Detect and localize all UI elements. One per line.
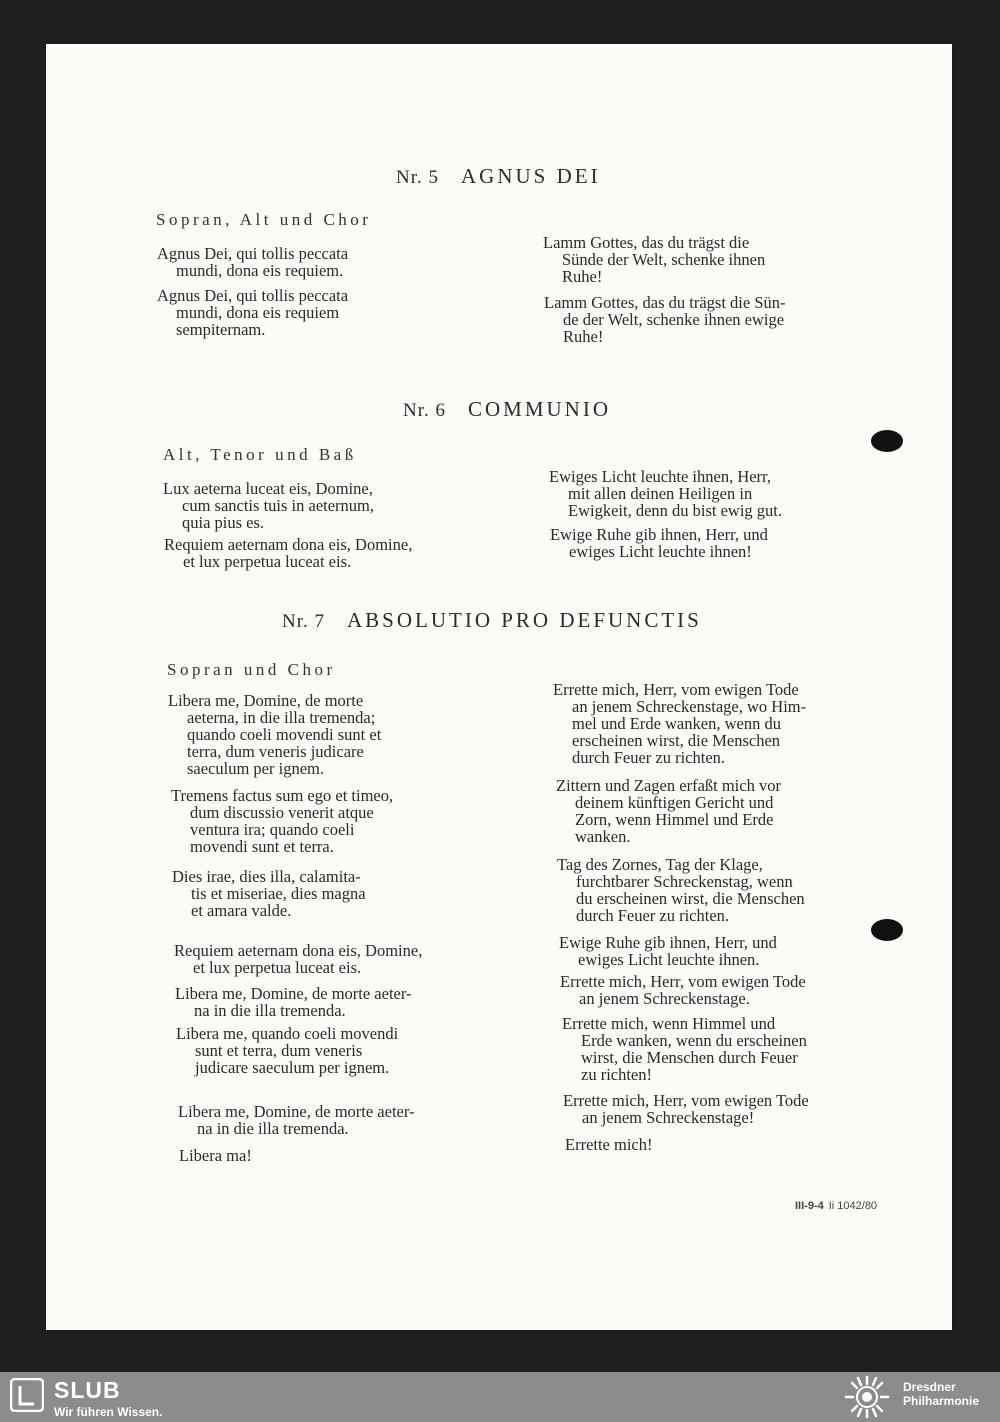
section-number: Nr. 5 (396, 167, 439, 188)
text-line: Ewigkeit, denn du bist ewig gut. (568, 501, 783, 520)
german-stanza (544, 294, 786, 345)
text-line: ventura ira; quando coeli (190, 820, 355, 839)
text-line: Zittern und Zagen erfaßt mich vor (556, 776, 781, 795)
text-line: ewiges Licht leuchte ihnen. (578, 950, 760, 969)
text-line: mundi, dona eis requiem (176, 303, 340, 322)
document-page (46, 44, 952, 1330)
text-line: Ruhe! (562, 267, 603, 286)
text-line: erscheinen wirst, die Menschen (572, 731, 781, 750)
text-line: Errette mich, Herr, vom ewigen Tode (563, 1091, 809, 1110)
text-line: cum sanctis tuis in aeternum, (182, 496, 374, 515)
slub-logo-icon (10, 1378, 44, 1412)
german-stanza (543, 234, 765, 285)
latin-stanza (171, 787, 393, 855)
text-line: Sünde der Welt, schenke ihnen (562, 250, 766, 269)
text-line: mel und Erde wanken, wenn du (572, 714, 781, 733)
text-line: Ruhe! (563, 327, 604, 346)
section-title: COMMUNIO (468, 397, 612, 421)
text-line: Ewiges Licht leuchte ihnen, Herr, (549, 467, 772, 486)
text-line: Requiem aeternam dona eis, Domine, (164, 535, 413, 554)
text-line: Zorn, wenn Himmel und Erde (575, 810, 774, 829)
latin-stanza (176, 1025, 398, 1076)
latin-stanza (157, 245, 348, 279)
text-line: Requiem aeternam dona eis, Domine, (174, 941, 423, 960)
text-line: Ewige Ruhe gib ihnen, Herr, und (550, 525, 768, 544)
text-line: Ewige Ruhe gib ihnen, Herr, und (559, 933, 777, 952)
latin-stanza (172, 868, 366, 919)
text-line: zu richten! (581, 1065, 653, 1084)
latin-stanza (179, 1147, 252, 1164)
text-line: wanken. (575, 827, 631, 846)
text-line: Agnus Dei, qui tollis peccata (157, 244, 349, 263)
voices-label: Sopran, Alt und Chor (156, 210, 372, 229)
german-stanza (550, 526, 768, 560)
text-line: an jenem Schreckenstage. (579, 989, 750, 1008)
german-stanza (553, 681, 806, 766)
text-line: et lux perpetua luceat eis. (183, 552, 352, 571)
latin-stanza (163, 480, 374, 531)
partner-name-line2: Philharmonie (903, 1394, 980, 1408)
punch-hole (871, 430, 903, 452)
text-line: Dies irae, dies illa, calamita- (172, 867, 361, 886)
section-number: Nr. 6 (403, 400, 446, 421)
library-tagline: Wir führen Wissen. (54, 1405, 163, 1419)
partner-name (903, 1380, 998, 1408)
catalog-code (795, 1200, 877, 1212)
text-line: furchtbarer Schreckenstag, wenn (576, 872, 793, 891)
text-line: na in die illa tremenda. (194, 1001, 346, 1020)
german-stanza (556, 777, 781, 845)
text-line: deinem künftigen Gericht und (575, 793, 774, 812)
text-line: Errette mich, Herr, vom ewigen Tode (560, 972, 806, 991)
text-line: mit allen deinen Heiligen in (568, 484, 753, 503)
library-name: SLUB (54, 1377, 121, 1403)
section-title: AGNUS DEI (461, 164, 601, 188)
section-heading-absolutio (282, 608, 702, 633)
text-line: sempiternam. (176, 320, 266, 339)
section-heading-communio (403, 397, 611, 422)
section-heading-agnus-dei (396, 164, 601, 189)
text-line: wirst, die Menschen durch Feuer (581, 1048, 798, 1067)
text-line: du erscheinen wirst, die Menschen (576, 889, 805, 908)
text-line: mundi, dona eis requiem. (176, 261, 344, 280)
text-line: tis et miseriae, dies magna (191, 884, 366, 903)
text-line: durch Feuer zu richten. (572, 748, 726, 767)
text-line: Libera me, Domine, de morte aeter- (178, 1102, 415, 1121)
text-line: Errette mich, Herr, vom ewigen Tode (553, 680, 799, 699)
text-line: Lux aeterna luceat eis, Domine, (163, 479, 373, 498)
text-line: Libera me, quando coeli movendi (176, 1024, 399, 1043)
text-line: durch Feuer zu richten. (576, 906, 730, 925)
text-line: Errette mich, wenn Himmel und (562, 1014, 776, 1033)
latin-stanza (178, 1103, 415, 1137)
german-stanza (560, 973, 806, 1007)
latin-stanza (168, 692, 381, 777)
german-stanza (562, 1015, 807, 1083)
text-line: judicare saeculum per ignem. (195, 1058, 390, 1077)
text-line: Erde wanken, wenn du erscheinen (581, 1031, 807, 1050)
german-stanza (557, 856, 805, 924)
text-line: aeterna, in die illa tremenda; (187, 708, 376, 727)
latin-stanza (157, 287, 348, 338)
text-line: ewiges Licht leuchte ihnen! (569, 542, 752, 561)
text-line: quia pius es. (182, 513, 265, 532)
text-line: an jenem Schreckenstage! (582, 1108, 755, 1127)
text-line: sunt et terra, dum veneris (195, 1041, 363, 1060)
voices-label: Alt, Tenor und Baß (163, 445, 357, 464)
text-line: Lamm Gottes, das du trägst die (543, 233, 750, 252)
latin-stanza (164, 536, 412, 570)
punch-hole (871, 919, 903, 941)
text-line: dum discussio venerit atque (190, 803, 374, 822)
section-title: ABSOLUTIO PRO DEFUNCTIS (347, 608, 702, 632)
voices-label: Sopran und Chor (167, 660, 336, 679)
text-line: Libera me, Domine, de morte (168, 691, 364, 710)
german-stanza (563, 1092, 809, 1126)
text-line: Agnus Dei, qui tollis peccata (157, 286, 349, 305)
text-line: an jenem Schreckenstage, wo Him- (572, 697, 807, 716)
latin-stanza (174, 942, 422, 976)
text-line: Errette mich! (565, 1135, 653, 1154)
text-line: movendi sunt et terra. (190, 837, 334, 856)
text-line: Libera me, Domine, de morte aeter- (175, 984, 412, 1003)
text-line: na in die illa tremenda. (197, 1119, 349, 1138)
text-line: terra, dum veneris judicare (187, 742, 364, 761)
german-stanza (559, 934, 777, 968)
text-line: et amara valde. (191, 901, 292, 920)
text-line: saeculum per ignem. (187, 759, 324, 778)
text-line: Tremens factus sum ego et timeo, (171, 786, 394, 805)
latin-stanza (175, 985, 412, 1019)
philharmonie-logo-icon (842, 1375, 892, 1419)
catalog-code-main: III-9-4 (795, 1200, 824, 1212)
text-line: quando coeli movendi sunt et (187, 725, 382, 744)
text-line: Libera ma! (179, 1146, 252, 1165)
footer-bar (0, 1372, 1000, 1422)
text-line: Tag des Zornes, Tag der Klage, (557, 855, 763, 874)
section-number: Nr. 7 (282, 611, 325, 632)
text-line: Lamm Gottes, das du trägst die Sün- (544, 293, 786, 312)
partner-name-line1: Dresdner (903, 1380, 956, 1394)
text-line: de der Welt, schenke ihnen ewige (563, 310, 785, 329)
text-line: et lux perpetua luceat eis. (193, 958, 362, 977)
german-stanza (549, 468, 782, 519)
german-stanza (565, 1136, 653, 1153)
catalog-code-sub: Ii 1042/80 (828, 1200, 878, 1212)
